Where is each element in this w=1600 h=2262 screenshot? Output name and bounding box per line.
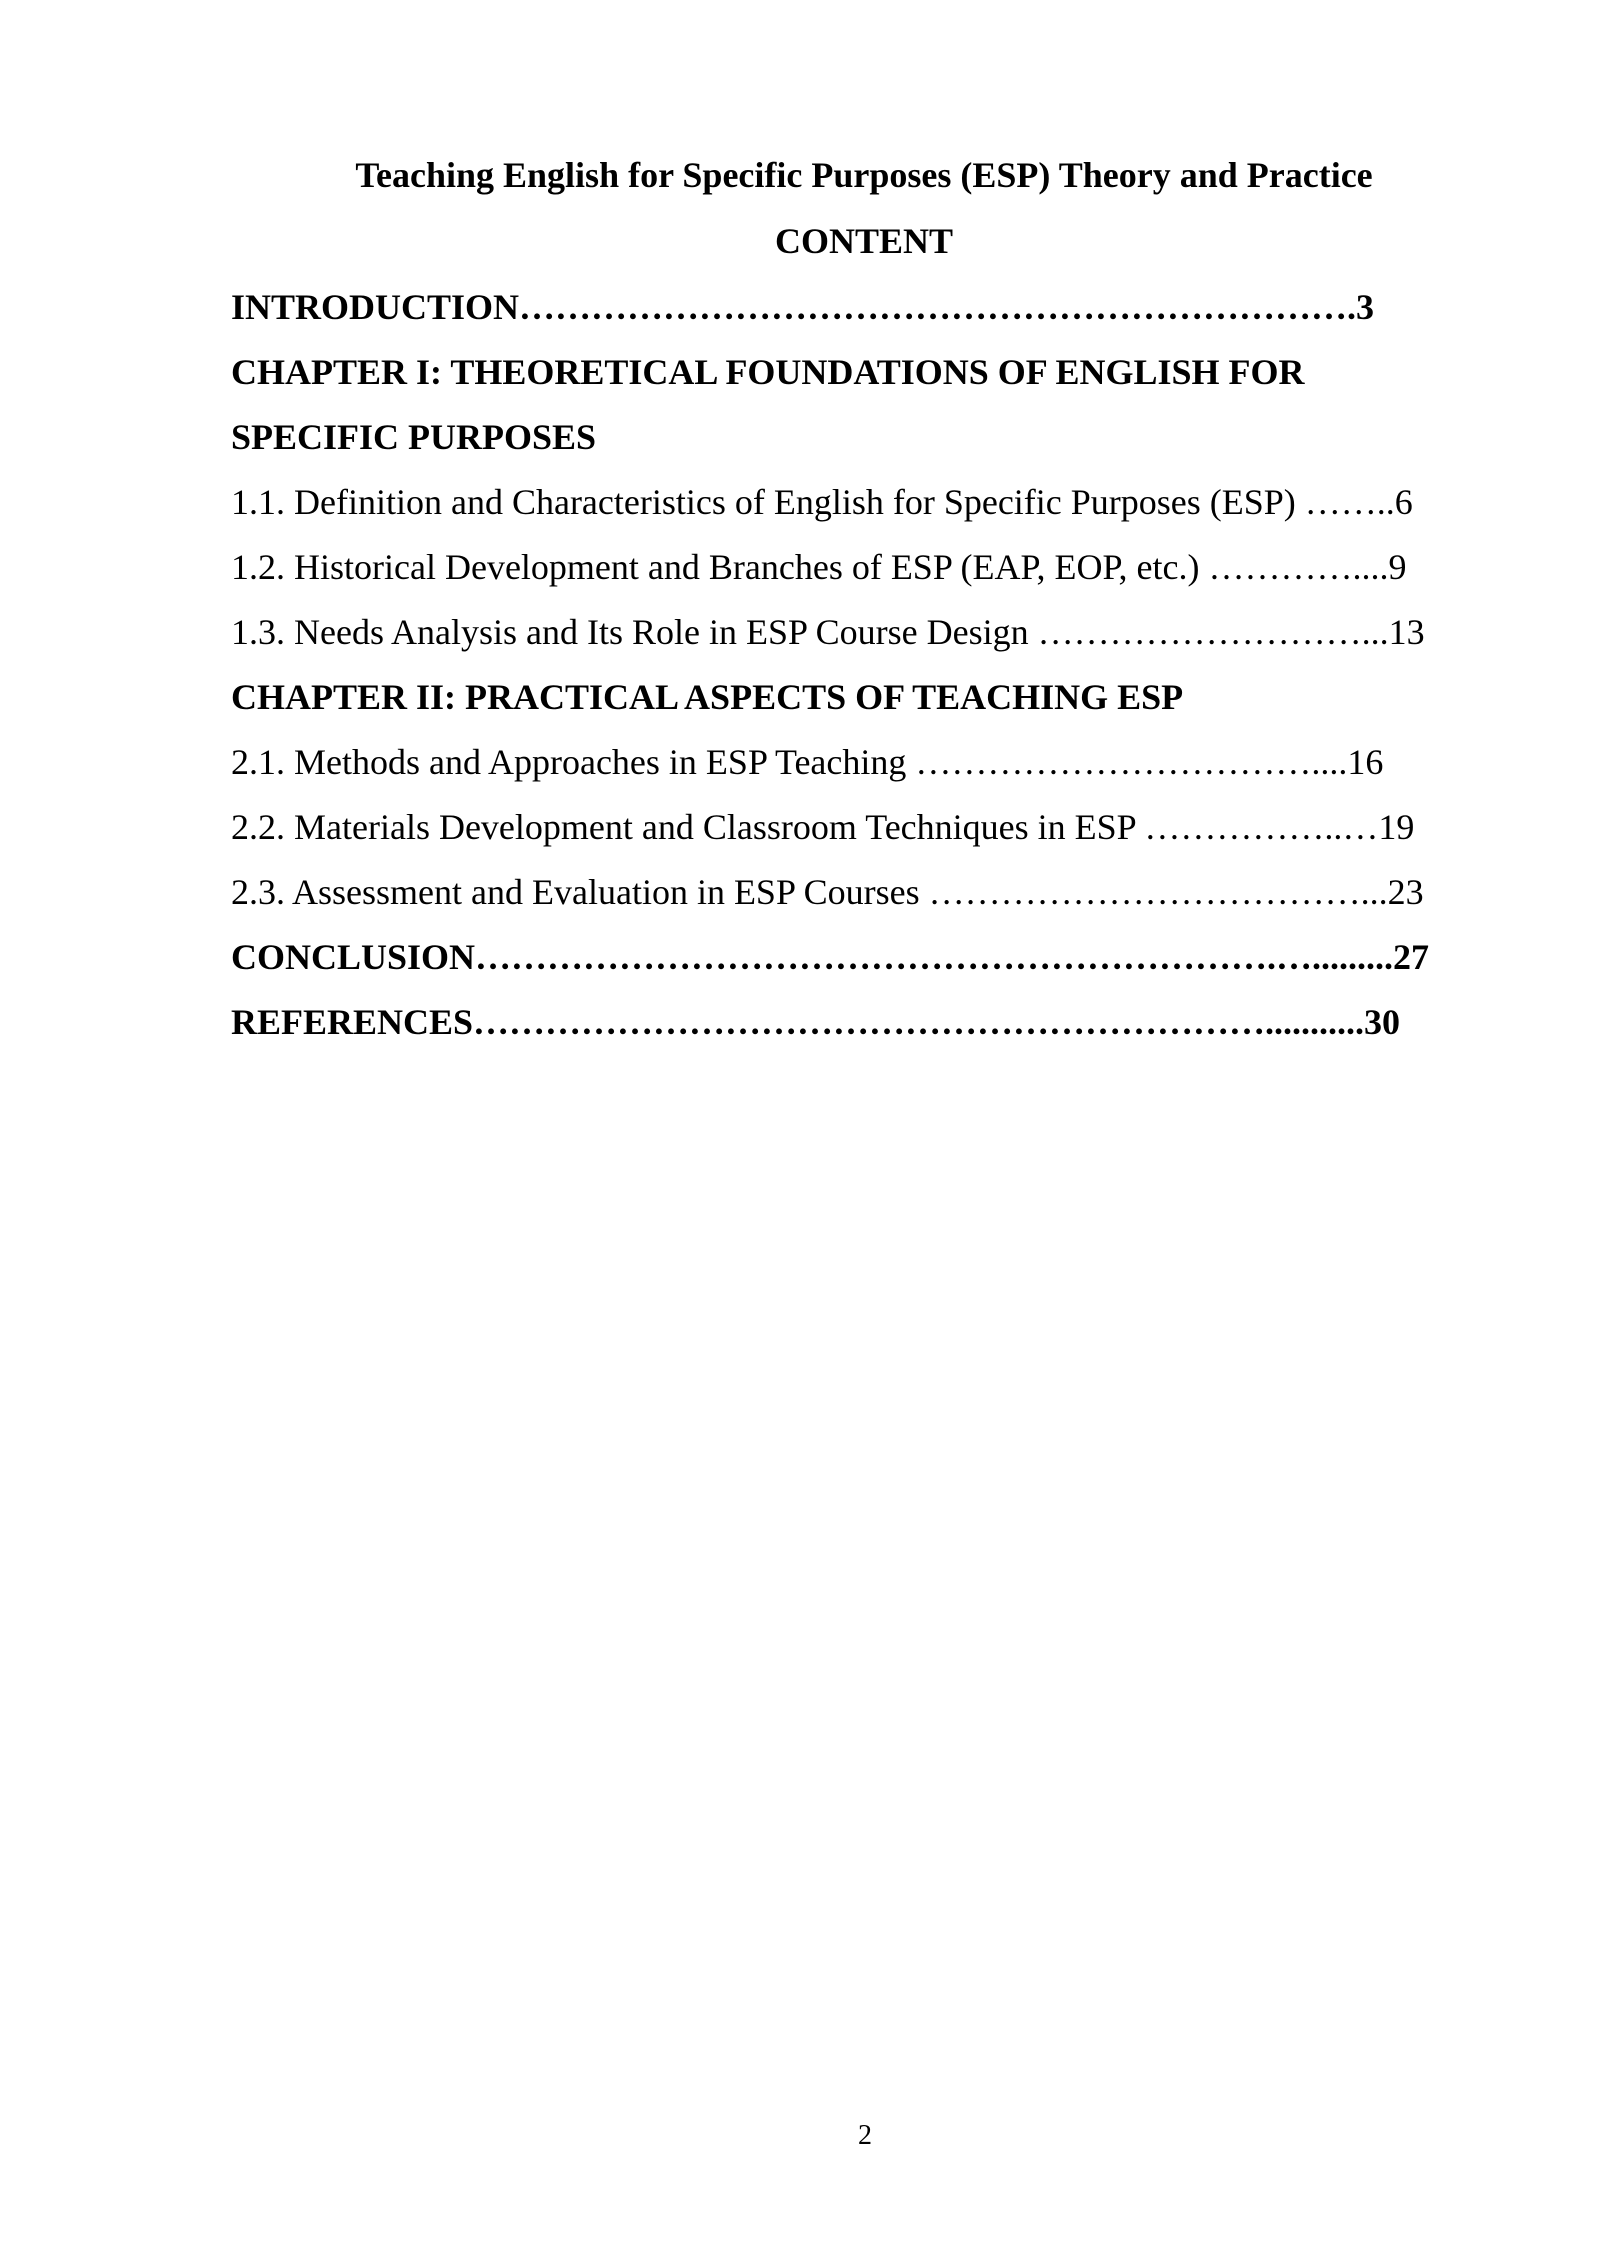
toc-entry-references: REFERENCES…………………………………………………………...........30	[231, 1002, 1401, 1042]
document-title: Teaching English for Specific Purposes (ESP) Theory and Practice	[355, 155, 1373, 195]
toc-entry-2-1: 2.1. Methods and Approaches in ESP Teaching ……………………………....16	[231, 742, 1384, 782]
page-number: 2	[858, 2120, 872, 2151]
toc-entry-1-2: 1.2. Historical Development and Branches of ESP (EAP, EOP, etc.) …………....9	[231, 547, 1407, 587]
toc-entry-chapter-1-continued: SPECIFIC PURPOSES	[231, 417, 597, 457]
toc-entry-introduction: INTRODUCTION…………………………………………………………….3	[231, 287, 1375, 327]
toc-entry-chapter-1: CHAPTER I: THEORETICAL FOUNDATIONS OF ENGLISH FOR	[231, 352, 1305, 392]
toc-entry-1-3: 1.3. Needs Analysis and Its Role in ESP Course Design ………………………...13	[231, 612, 1425, 652]
toc-entry-1-1: 1.1. Definition and Characteristics of English for Specific Purposes (ESP) ……..6	[231, 482, 1413, 522]
toc-entry-chapter-2: CHAPTER II: PRACTICAL ASPECTS OF TEACHING ESP	[231, 677, 1184, 717]
content-heading: CONTENT	[774, 221, 954, 261]
toc-entry-2-2: 2.2. Materials Development and Classroom Techniques in ESP ……………..…19	[231, 807, 1415, 847]
toc-entry-conclusion: CONCLUSION………………………………………………………….….........27	[231, 937, 1430, 977]
toc-entry-2-3: 2.3. Assessment and Evaluation in ESP Courses ………………………………...23	[231, 872, 1424, 912]
